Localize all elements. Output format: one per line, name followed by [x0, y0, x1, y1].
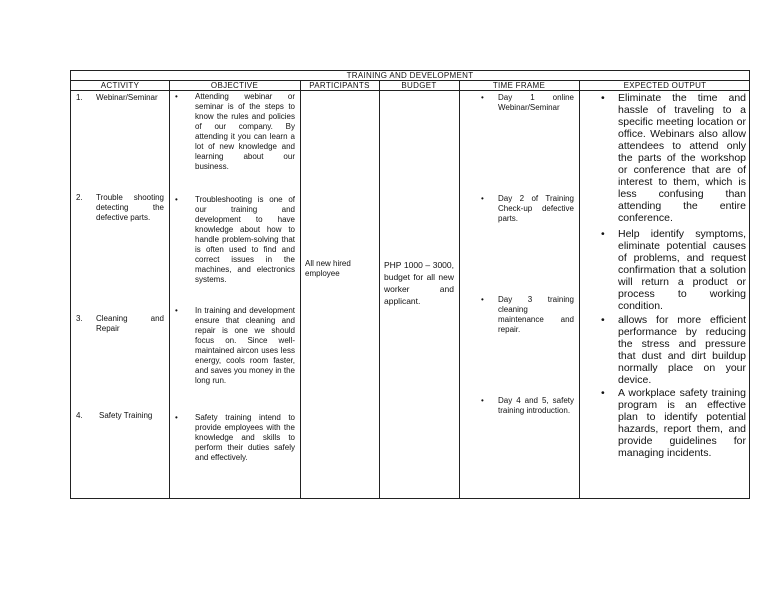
- column-divider: [300, 81, 301, 498]
- budget-text: PHP 1000 – 3000, budget for all new worker and applicant.: [384, 260, 454, 306]
- bullet-icon: •: [481, 93, 484, 102]
- bullet-icon: •: [601, 314, 605, 326]
- objective-text: Attending webinar or seminar is of the steps to know the rules and policies of our company. By attending it you can learn a lot of new knowledge and learning about our business.: [195, 92, 295, 171]
- expected-output-text: A workplace safety training program is an effective plan to identify potential hazards, report them, and provide guidelines for managing incidents.: [618, 387, 746, 459]
- header-time-frame: TIME FRAME: [492, 81, 546, 90]
- column-divider: [579, 81, 580, 498]
- activity-name: Webinar/Seminar: [96, 93, 158, 102]
- bullet-icon: •: [175, 413, 178, 422]
- objective-text: In training and development ensure that cleaning and repair is one we should focus on. Since well-maintained aircon uses less energy, cools room faster, and saves you money in the long run.: [195, 306, 295, 385]
- time-frame-text: Day 1 online Webinar/Seminar: [498, 93, 574, 112]
- activity-number: 1.: [76, 93, 83, 102]
- participants-text: All new hired employee: [305, 259, 351, 278]
- bullet-icon: •: [481, 194, 484, 203]
- activity-name: Safety Training: [99, 411, 153, 420]
- header-budget: BUDGET: [401, 81, 437, 90]
- expected-output-text: Eliminate the time and hassle of traveling to a specific meeting location or office. Webinars also allow attendees to attend only the parts of the workshop or conference that are of interest to them, which is less confusing than attending the entire conference.: [618, 92, 746, 224]
- bullet-icon: •: [601, 92, 605, 104]
- time-frame-text: Day 2 of Training Check-up defective parts.: [498, 194, 574, 223]
- objective-text: Safety training intend to provide employees with the knowledge and skills to perform their duties safely and effectively.: [195, 413, 295, 462]
- expected-output-text: Help identify symptoms, eliminate potential causes of problems, and request confirmation that a solution will return a product or process to working condition.: [618, 228, 746, 312]
- bullet-icon: •: [601, 228, 605, 240]
- header-objective: OBJECTIVE: [210, 81, 259, 90]
- bullet-icon: •: [481, 295, 484, 304]
- activity-name: Cleaning and Repair: [96, 314, 164, 333]
- header-participants: PARTICIPANTS: [309, 81, 370, 90]
- activity-number: 4.: [76, 411, 83, 420]
- training-development-table: [70, 70, 750, 499]
- activity-number: 2.: [76, 193, 83, 202]
- time-frame-text: Day 4 and 5, safety training introduction.: [498, 396, 574, 415]
- activity-number: 3.: [76, 314, 83, 323]
- bullet-icon: •: [175, 195, 178, 204]
- expected-output-text: allows for more efficient performance by reducing the stress and pressure that dust and dirt buildup normally place on your device.: [618, 314, 746, 386]
- column-divider: [459, 81, 460, 498]
- header-activity: ACTIVITY: [100, 81, 140, 90]
- bullet-icon: •: [175, 92, 178, 101]
- time-frame-text: Day 3 training cleaning maintenance and repair.: [498, 295, 574, 334]
- column-divider: [169, 81, 170, 498]
- activity-name: Trouble shooting detecting the defective parts.: [96, 193, 164, 222]
- table-title: TRAINING AND DEVELOPMENT: [71, 71, 749, 81]
- header-row: [71, 81, 749, 91]
- bullet-icon: •: [601, 387, 605, 399]
- bullet-icon: •: [175, 306, 178, 315]
- column-divider: [379, 81, 380, 498]
- bullet-icon: •: [481, 396, 484, 405]
- objective-text: Troubleshooting is one of our training and development to have knowledge about how to handle problem-solving that is often used to find and correct issues in the machines, and electronics systems.: [195, 195, 295, 284]
- header-expected-output: EXPECTED OUTPUT: [623, 81, 707, 90]
